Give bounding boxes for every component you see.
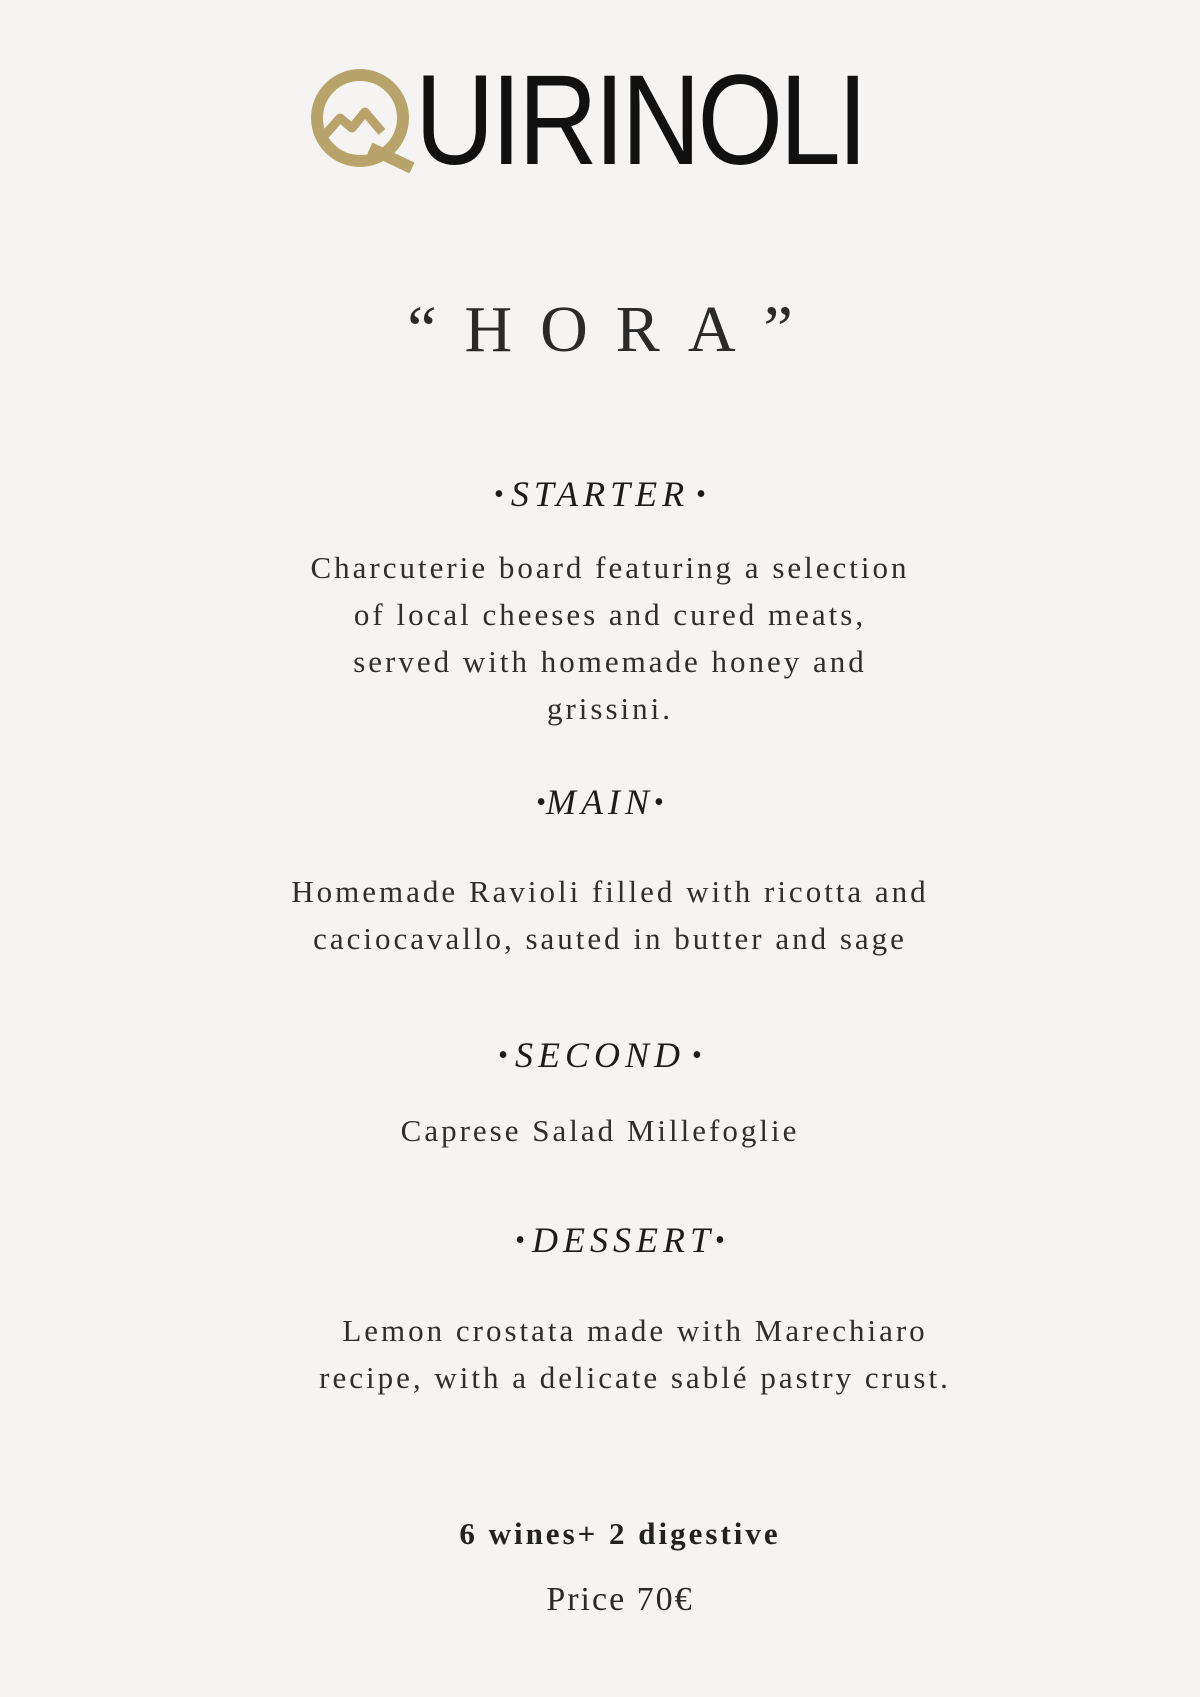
second-description: Caprese Salad Millefoglie xyxy=(400,1113,800,1148)
dessert-heading-label: DESSERT xyxy=(532,1220,715,1260)
dessert-heading: • DESSERT• xyxy=(515,1220,725,1260)
menu-title: “HORA” xyxy=(407,293,821,366)
dessert-description: Lemon crostata made with Marechiaro recipe, with a delicate sablé pastry crust. xyxy=(319,1313,951,1395)
starter-heading-label: STARTER xyxy=(510,474,690,514)
starter-description: Charcuterie board featuring a selection of local cheeses and cured meats, served with homemade honey and grissini. xyxy=(310,550,910,726)
restaurant-logo xyxy=(310,49,910,192)
main-heading-label: MAIN xyxy=(546,782,654,822)
second-heading: • SECOND • xyxy=(498,1035,702,1075)
main-heading: •MAIN• xyxy=(536,782,664,822)
logo-q-mountain-icon xyxy=(310,68,415,173)
second-heading-label: SECOND xyxy=(514,1035,685,1075)
logo-wordmark: UIRINOLI xyxy=(415,49,865,192)
starter-heading: • STARTER • xyxy=(494,474,706,514)
price: Price 70€ xyxy=(546,1581,694,1618)
main-description: Homemade Ravioli filled with ricotta and caciocavallo, sauted in butter and sage xyxy=(291,874,929,956)
wine-pairing: 6 wines+ 2 digestive xyxy=(459,1516,781,1551)
